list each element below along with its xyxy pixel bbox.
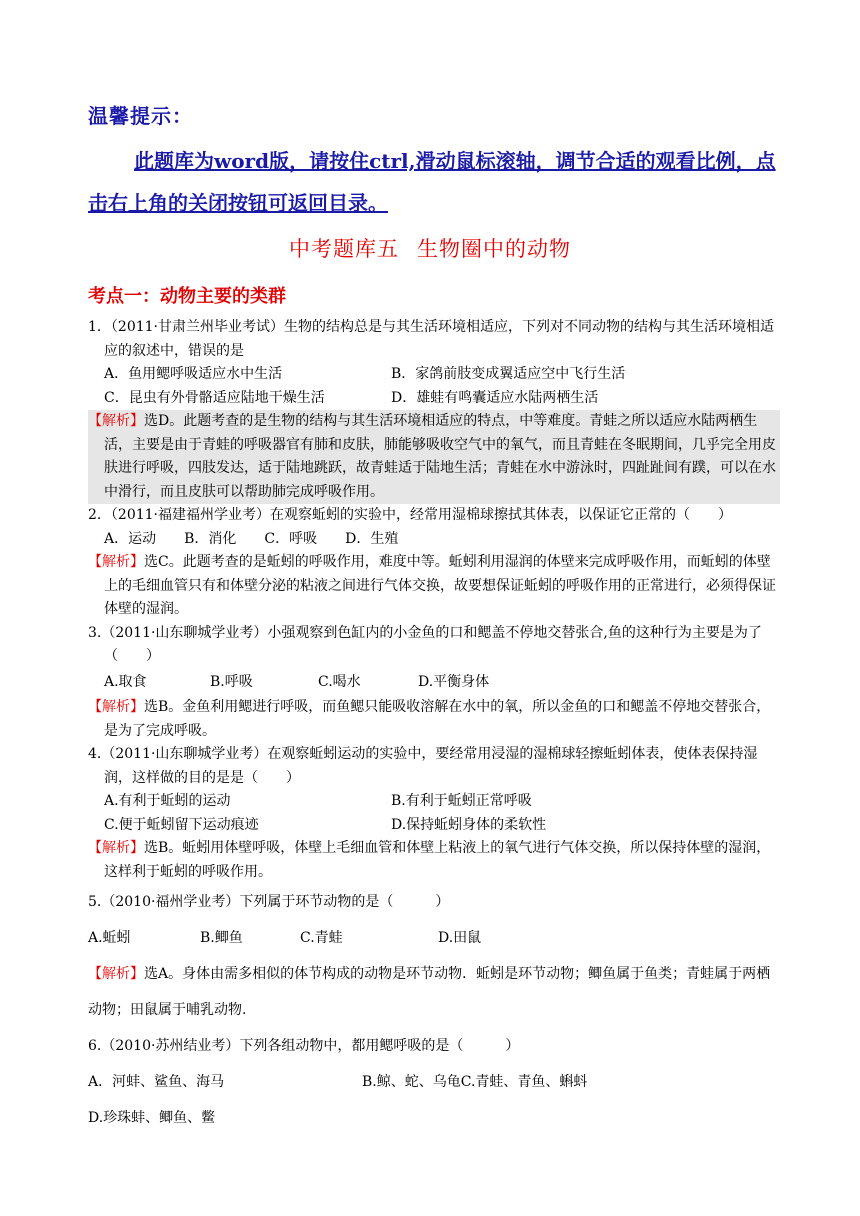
option-6c: C.青蛙、青鱼、蝌蚪 [460,1074,588,1090]
analysis-text-1: 选D。此题考查的是生物的结构与其生活环境相适应的特点，中等难度。青蛙之所以适应水陆两栖生活，主要是由于青蛙的呼吸器官有肺和皮肤，肺能够吸收空气中的氧气，而且青蛙在冬眠期间，几乎完全用皮肤进行呼吸，四肢发达，适于陆地跳跃，故青蛙适于陆地生活；青蛙在水中游泳时，四趾趾间有蹼，可以在水中滑行，而且皮肤可以帮助肺完成呼吸作用。 [104,413,776,500]
option-3b: B.呼吸 [210,673,253,690]
question-stem-3: 3.（2011·山东聊城学业考）小强观察到色缸内的小金鱼的口和鳃盖不停地交替张合,鱼的这种行为主要是为了（ ） [88,624,762,664]
option-2d: D．生殖 [345,530,399,547]
title-part1: 中考题库五 [289,237,399,261]
tip-heading: 温馨提示： [88,104,193,128]
question-stem-4: 4.（2011·山东聊城学业考）在观察蚯蚓运动的实验中，要经常用浸湿的湿棉球轻擦蚯蚓体表，使体表保持湿润，这样做的目的是是（ ） [88,746,758,786]
analysis-tag: 【解析】 [88,840,144,856]
question-list [88,316,780,1136]
analysis-2 [88,551,780,622]
option-1d: D．雄蛙有鸣囊适应水陆两栖生活 [391,389,599,406]
option-6a: A．河蚌、鲨鱼、海马 [88,1074,225,1090]
analysis-3 [88,696,780,743]
options-1 [88,363,780,410]
option-3d: D.平衡身体 [418,673,490,690]
analysis-tag: 【解析】 [88,554,144,570]
question-stem-1: 1．（2011·甘肃兰州毕业考试）生物的结构总是与其生活环境相适应，下列对不同动物的结构与其生活环境相适应的叙述中，错误的是 [88,319,774,359]
analysis-text-5: 选A。身体由需多相似的体节构成的动物是环节动物．蚯蚓是环节动物；鲫鱼属于鱼类；青蛙属于两栖动物；田鼠属于哺乳动物. [88,966,771,1018]
option-6d: D.珍珠蚌、鲫鱼、鳖 [88,1110,216,1126]
question-stem-2: 2．（2011·福建福州学业考）在观察蚯蚓的实验中，经常用湿棉球擦拭其体表，以保证它正常的（ ） [88,507,732,523]
page-title [0,233,860,263]
option-5c: C.青蛙 [300,930,343,946]
analysis-tag: 【解析】 [88,413,144,429]
analysis-tag: 【解析】 [88,966,144,982]
options-6 [88,1064,780,1136]
analysis-text-3: 选B。金鱼利用鳃进行呼吸，而鱼鳃只能吸收溶解在水中的氧，所以金鱼的口和鳃盖不停地交替张合，是为了完成呼吸。 [104,699,771,739]
option-2a: A．运动 [104,530,157,547]
option-2b: B．消化 [184,530,237,547]
option-4c: C.便于蚯蚓留下运动痕迹 [104,816,259,833]
options-3 [88,669,780,697]
analysis-1 [88,410,780,504]
option-4a: A.有利于蚯蚓的运动 [104,793,231,809]
option-5a: A.蚯蚓 [88,930,131,946]
option-1b: B．家鸽前肢变成翼适应空中飞行生活 [391,366,626,382]
options-4 [88,790,780,837]
option-3a: A.取食 [104,673,147,690]
question-5-block [88,884,780,1136]
option-4b: B.有利于蚯蚓正常呼吸 [391,793,532,809]
option-5d: D.田鼠 [438,930,482,946]
question-stem-5: 5.（2010·福州学业考）下列属于环节动物的是（ ） [88,894,450,910]
analysis-text-4: 选B。蚯蚓用体壁呼吸，体壁上毛细血管和体壁上粘液上的氧气进行气体交换，所以保持体壁的湿润，这样利于蚯蚓的呼吸作用。 [104,840,771,880]
analysis-5 [88,956,780,1028]
options-2 [88,528,780,552]
option-6b: B.鲸、蛇、乌龟 [362,1074,461,1090]
options-5 [88,920,780,956]
option-1c: C．昆虫有外骨骼适应陆地干燥生活 [104,389,325,406]
option-2c: C．呼吸 [264,530,318,547]
analysis-tag: 【解析】 [88,699,144,715]
option-3c: C.喝水 [318,673,361,690]
title-part2: 生物圈中的动物 [417,237,571,261]
tip-body: 此题库为word版，请按住ctrl,滑动鼠标滚轴，调节合适的观看比例，点击右上角的关闭按钮可返回目录。 [88,149,776,215]
analysis-text-2: 选C。此题考查的是蚯蚓的呼吸作用，难度中等。蚯蚓利用湿润的体壁来完成呼吸作用，而蚯蚓的体壁上的毛细血管只有和体壁分泌的粘液之间进行气体交换，故要想保证蚯蚓的呼吸作用的正常进行，必须得保证体壁的湿润。 [104,554,776,617]
analysis-4 [88,837,780,884]
option-4d: D.保持蚯蚓身体的柔软性 [391,816,547,833]
option-5b: B.鲫鱼 [200,930,243,946]
question-stem-6: 6.（2010·苏州结业考）下列各组动物中，都用鳃呼吸的是（ ） [88,1038,520,1054]
section-heading: 考点一：动物主要的类群 [88,286,286,307]
option-1a: A．鱼用鳃呼吸适应水中生活 [104,366,283,382]
